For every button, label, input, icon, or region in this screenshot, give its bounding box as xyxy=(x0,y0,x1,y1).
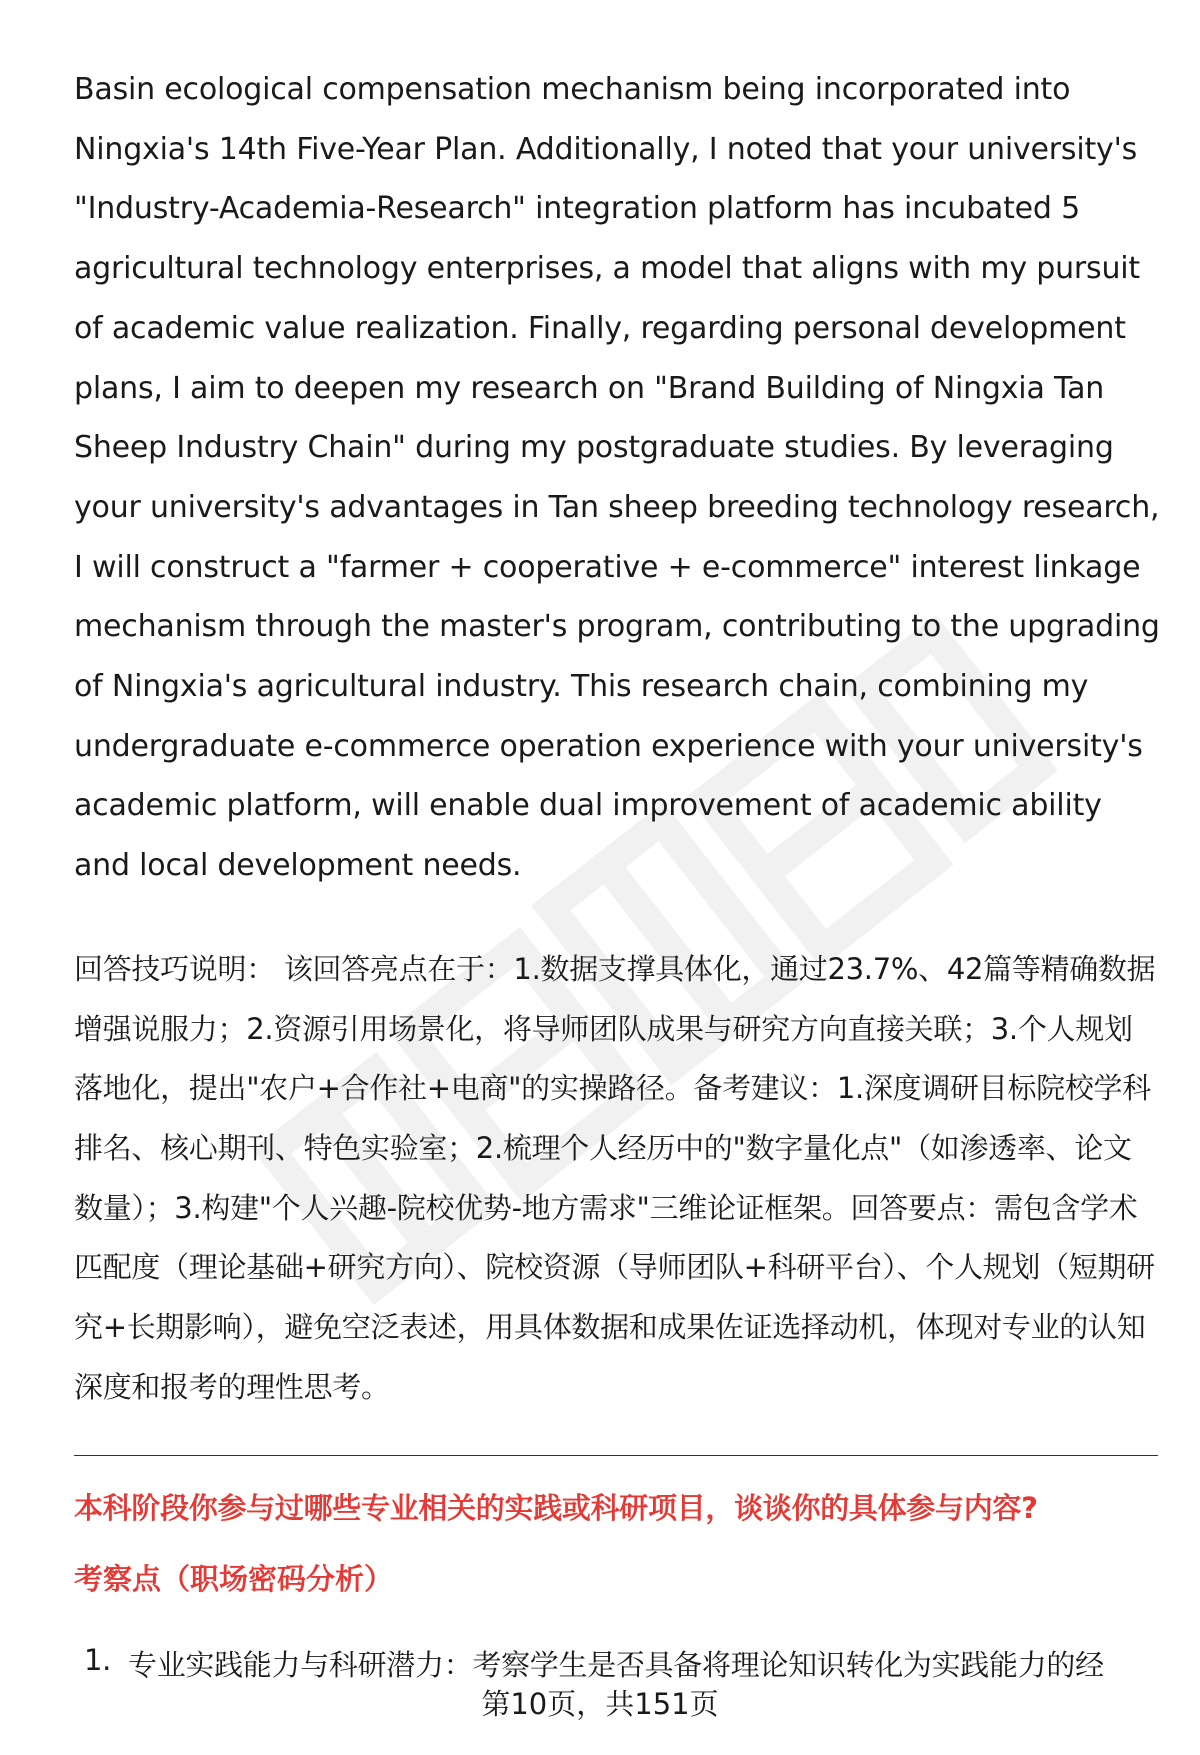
section-divider xyxy=(74,1455,1158,1456)
question-heading: 本科阶段你参与过哪些专业相关的实践或科研项目，谈谈你的具体参与内容? xyxy=(74,1491,1038,1525)
page-content xyxy=(74,60,1160,1417)
page-footer: 第10页，共151页 xyxy=(481,1687,719,1721)
list-item-number: 1. xyxy=(84,1643,112,1677)
english-answer-paragraph: Basin ecological compensation mechanism being incorporated into Ningxia's 14th Five-Year Plan. Additionally, I noted that your university's "Industry-Academia-Research" integration platform has incubated 5 agricultural technology enterprises, a model that aligns with my pursuit of academic value realization. Finally, regarding personal development plans, I aim to deepen my research on "Brand Building of Ningxia Tan Sheep Industry Chain" during my postgraduate studies. By leveraging your university's advantages in Tan sheep breeding technology research, I will construct a "farmer + cooperative + e-commerce" interest linkage mechanism through the master's program, contributing to the upgrading of Ningxia's agricultural industry. This research chain, combining my undergraduate e-commerce operation experience with your university's academic platform, will enable dual improvement of academic ability and local development needs. xyxy=(74,72,1160,884)
assessment-points-heading: 考察点（职场密码分析） xyxy=(74,1562,394,1596)
list-item-text: 专业实践能力与科研潜力：考察学生是否具备将理论知识转化为实践能力的经 xyxy=(128,1648,1104,1682)
answer-tips-paragraph: 回答技巧说明： 该回答亮点在于：1.数据支撑具体化，通过23.7%、42篇等精确数据增强说服力；2.资源引用场景化，将导师团队成果与研究方向直接关联；3.个人规划落地化，提出"农户+合作社+电商"的实操路径。备考建议：1.深度调研目标院校学科排名、核心期刊、特色实验室；2.梳理个人经历中的"数字量化点"（如渗透率、论文数量）；3.构建"个人兴趣-院校优势-地方需求"三维论证框架。回答要点：需包含学术匹配度（理论基础+研究方向）、院校资源（导师团队+科研平台）、个人规划（短期研究+长期影响），避免空泛表述，用具体数据和成果佐证选择动机，体现对专业的认知深度和报考的理性思考。 xyxy=(74,951,1156,1404)
list-item xyxy=(84,1643,1164,1684)
